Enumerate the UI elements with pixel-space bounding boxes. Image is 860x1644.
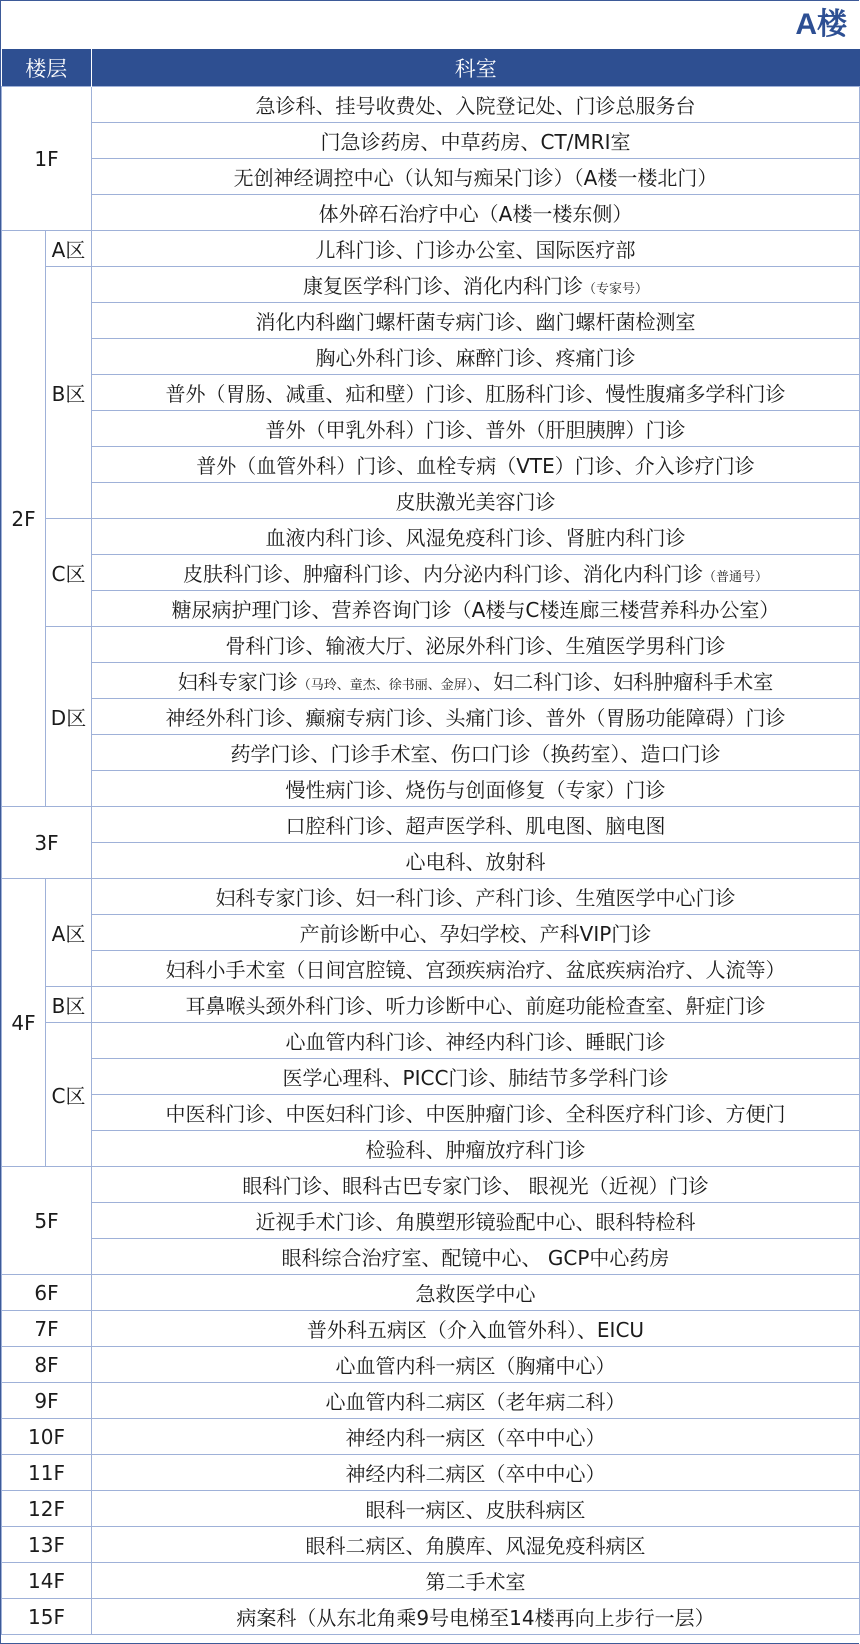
table-row: [2, 1059, 860, 1095]
zone-cell: A区: [46, 231, 92, 267]
directory-body: [2, 87, 860, 1635]
department-cell: 病案科（从东北角乘9号电梯至14楼再向上步行一层）: [92, 1599, 860, 1635]
department-note: （普通号）: [702, 570, 768, 585]
department-cell: 心血管内科门诊、神经内科门诊、睡眠门诊: [92, 1023, 860, 1059]
department-text: 康复医学科门诊、消化内科门诊: [302, 274, 583, 298]
table-row: [2, 735, 860, 771]
zone-cell: C区: [46, 519, 92, 627]
table-row: [2, 267, 860, 303]
table-row: [2, 1095, 860, 1131]
department-cell: 神经外科门诊、癫痫专病门诊、头痛门诊、普外（胃肠功能障碍）门诊: [92, 699, 860, 735]
table-row: [2, 1563, 860, 1599]
department-cell: 妇科小手术室（日间宫腔镜、宫颈疾病治疗、盆底疾病治疗、人流等）: [92, 951, 860, 987]
department-cell: 耳鼻喉头颈外科门诊、听力诊断中心、前庭功能检查室、鼾症门诊: [92, 987, 860, 1023]
department-cell: 儿科门诊、门诊办公室、国际医疗部: [92, 231, 860, 267]
table-row: [2, 771, 860, 807]
department-cell: 产前诊断中心、孕妇学校、产科VIP门诊: [92, 915, 860, 951]
department-cell: 急诊科、挂号收费处、入院登记处、门诊总服务台: [92, 87, 860, 123]
department-cell: 慢性病门诊、烧伤与创面修复（专家）门诊: [92, 771, 860, 807]
floor-cell: 4F: [2, 879, 46, 1167]
table-row: [2, 1023, 860, 1059]
department-cell: 心血管内科一病区（胸痛中心）: [92, 1347, 860, 1383]
department-cell: 体外碎石治疗中心（A楼一楼东侧）: [92, 195, 860, 231]
department-cell: 普外科五病区（介入血管外科）、EICU: [92, 1311, 860, 1347]
zone-cell: B区: [46, 267, 92, 519]
floor-cell: 1F: [2, 87, 92, 231]
department-column-header: 科室: [92, 49, 860, 87]
department-cell: 普外（胃肠、减重、疝和壁）门诊、肛肠科门诊、慢性腹痛多学科门诊: [92, 375, 860, 411]
department-cell: 胸心外科门诊、麻醉门诊、疼痛门诊: [92, 339, 860, 375]
table-row: [2, 987, 860, 1023]
table-row: [2, 1311, 860, 1347]
table-row: [2, 1203, 860, 1239]
department-cell: 眼科综合治疗室、配镜中心、 GCP中心药房: [92, 1239, 860, 1275]
table-row: [2, 663, 860, 699]
department-text: 皮肤科门诊、肿瘤科门诊、内分泌内科门诊、消化内科门诊: [182, 562, 703, 586]
floor-cell: 7F: [2, 1311, 92, 1347]
floor-column-header: 楼层: [2, 49, 92, 87]
department-cell: [92, 267, 860, 303]
table-row: [2, 915, 860, 951]
floor-directory-table: [1, 49, 860, 1635]
department-cell: 口腔科门诊、超声医学科、肌电图、脑电图: [92, 807, 860, 843]
table-row: [2, 1455, 860, 1491]
department-cell: 药学门诊、门诊手术室、伤口门诊（换药室）、造口门诊: [92, 735, 860, 771]
department-cell: 第二手术室: [92, 1563, 860, 1599]
table-row: [2, 375, 860, 411]
table-row: [2, 303, 860, 339]
floor-cell: 14F: [2, 1563, 92, 1599]
table-row: [2, 555, 860, 591]
department-cell: 血液内科门诊、风湿免疫科门诊、肾脏内科门诊: [92, 519, 860, 555]
floor-cell: 5F: [2, 1167, 92, 1275]
table-row: [2, 159, 860, 195]
table-row: [2, 1491, 860, 1527]
floor-cell: 8F: [2, 1347, 92, 1383]
department-cell: 检验科、肿瘤放疗科门诊: [92, 1131, 860, 1167]
department-cell: 皮肤激光美容门诊: [92, 483, 860, 519]
table-row: [2, 627, 860, 663]
table-row: [2, 1239, 860, 1275]
department-note: （马玲、童杰、徐书丽、金屏）: [297, 678, 474, 693]
zone-cell: B区: [46, 987, 92, 1023]
department-cell: [92, 555, 860, 591]
department-cell: 心血管内科二病区（老年病二科）: [92, 1383, 860, 1419]
table-row: [2, 1599, 860, 1635]
department-cell: 普外（甲乳外科）门诊、普外（肝胆胰脾）门诊: [92, 411, 860, 447]
department-cell: 妇科专家门诊、妇一科门诊、产科门诊、生殖医学中心门诊: [92, 879, 860, 915]
floor-cell: 11F: [2, 1455, 92, 1491]
department-cell: 骨科门诊、输液大厅、泌尿外科门诊、生殖医学男科门诊: [92, 627, 860, 663]
department-cell: 普外（血管外科）门诊、血栓专病（VTE）门诊、介入诊疗门诊: [92, 447, 860, 483]
table-row: [2, 87, 860, 123]
floor-cell: 3F: [2, 807, 92, 879]
zone-cell: A区: [46, 879, 92, 987]
table-row: [2, 447, 860, 483]
floor-cell: 12F: [2, 1491, 92, 1527]
table-row: [2, 1347, 860, 1383]
department-text: 妇科专家门诊: [177, 670, 298, 694]
table-row: [2, 195, 860, 231]
department-cell: 糖尿病护理门诊、营养咨询门诊（A楼与C楼连廊三楼营养科办公室）: [92, 591, 860, 627]
table-row: [2, 699, 860, 735]
table-row: [2, 1383, 860, 1419]
table-row: [2, 123, 860, 159]
table-row: [2, 807, 860, 843]
floor-cell: 10F: [2, 1419, 92, 1455]
department-cell: 门急诊药房、中草药房、CT/MRI室: [92, 123, 860, 159]
department-cell: 无创神经调控中心（认知与痴呆门诊）（A楼一楼北门）: [92, 159, 860, 195]
table-row: [2, 1419, 860, 1455]
floor-cell: 2F: [2, 231, 46, 807]
table-row: [2, 879, 860, 915]
department-note: （专家号）: [582, 282, 648, 297]
table-row: [2, 591, 860, 627]
table-row: [2, 231, 860, 267]
department-cell: 消化内科幽门螺杆菌专病门诊、幽门螺杆菌检测室: [92, 303, 860, 339]
department-text-suffix: 、妇二科门诊、妇科肿瘤科手术室: [473, 670, 774, 694]
table-row: [2, 483, 860, 519]
floor-cell: 15F: [2, 1599, 92, 1635]
floor-cell: 13F: [2, 1527, 92, 1563]
department-cell: 眼科二病区、角膜库、风湿免疫科病区: [92, 1527, 860, 1563]
department-cell: 眼科一病区、皮肤科病区: [92, 1491, 860, 1527]
department-cell: 医学心理科、PICC门诊、肺结节多学科门诊: [92, 1059, 860, 1095]
department-cell: 眼科门诊、眼科古巴专家门诊、 眼视光（近视）门诊: [92, 1167, 860, 1203]
department-cell: 急救医学中心: [92, 1275, 860, 1311]
table-row: [2, 1275, 860, 1311]
table-row: [2, 411, 860, 447]
building-title: A楼: [795, 8, 847, 41]
department-cell: 中医科门诊、中医妇科门诊、中医肿瘤门诊、全科医疗科门诊、方便门: [92, 1095, 860, 1131]
table-row: [2, 951, 860, 987]
zone-cell: C区: [46, 1023, 92, 1167]
table-row: [2, 1131, 860, 1167]
table-row: [2, 519, 860, 555]
table-row: [2, 1527, 860, 1563]
table-row: [2, 1167, 860, 1203]
floor-cell: 9F: [2, 1383, 92, 1419]
table-header-row: [2, 49, 860, 87]
department-cell: [92, 663, 860, 699]
table-row: [2, 339, 860, 375]
floor-cell: 6F: [2, 1275, 92, 1311]
department-cell: 心电科、放射科: [92, 843, 860, 879]
department-cell: 神经内科二病区（卒中中心）: [92, 1455, 860, 1491]
table-row: [2, 843, 860, 879]
department-cell: 神经内科一病区（卒中中心）: [92, 1419, 860, 1455]
zone-cell: D区: [46, 627, 92, 807]
department-cell: 近视手术门诊、角膜塑形镜验配中心、眼科特检科: [92, 1203, 860, 1239]
